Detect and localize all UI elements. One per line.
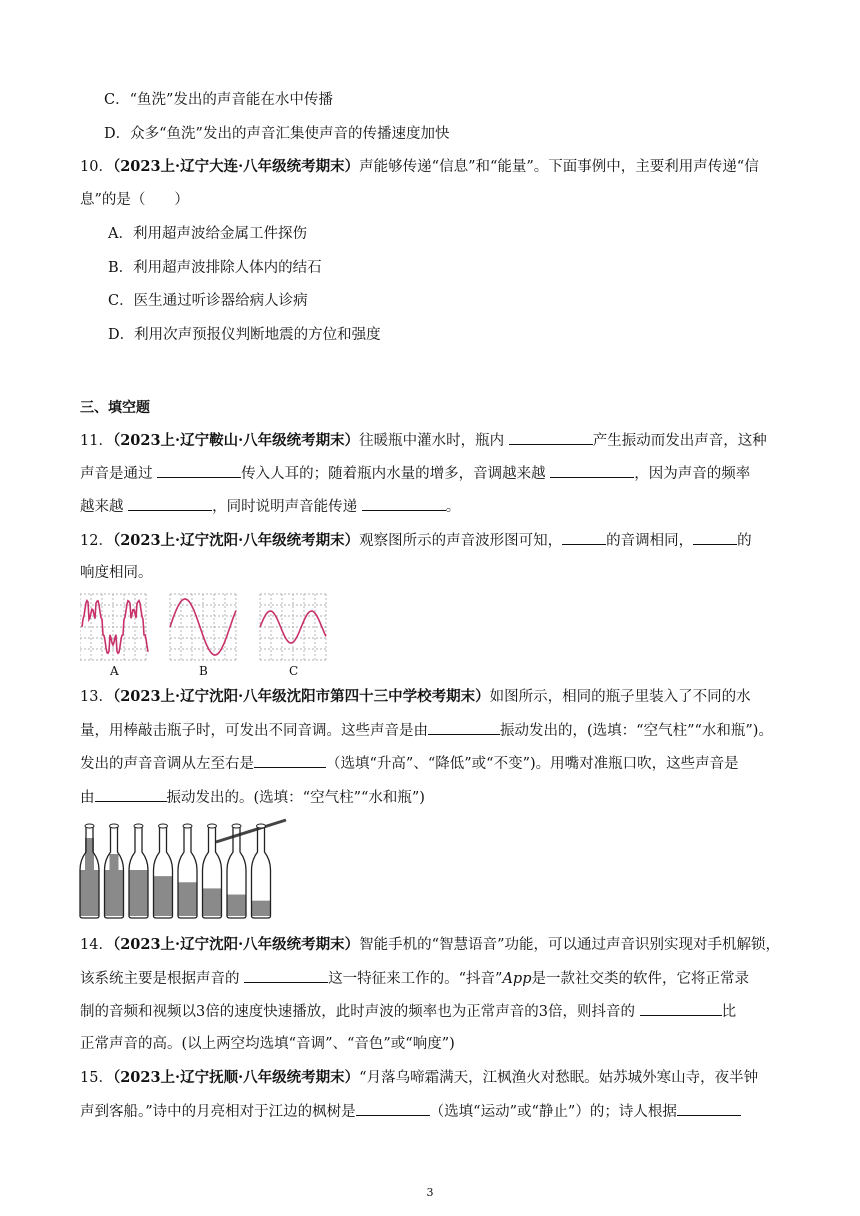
- q14-text: 比: [721, 1004, 737, 1020]
- q13-text: 量，用棒敲击瓶子时，可发出不同音调。这些声音是由: [80, 723, 428, 739]
- answer-blank[interactable]: [356, 1101, 430, 1116]
- bottle-4: [154, 824, 173, 918]
- waveform-label-b: B: [199, 664, 208, 678]
- waveform-label-c: C: [289, 664, 299, 678]
- q13-line3: [80, 753, 739, 774]
- waveform-figure: [80, 592, 340, 680]
- q11-text: 传入人耳的；随着瓶内水量的增多，音调越来越: [241, 466, 546, 482]
- q11-text: 产生振动而发出声音，这种: [592, 433, 767, 449]
- answer-blank[interactable]: [562, 530, 606, 545]
- waveform-grid-c: [260, 594, 326, 660]
- q11-text: ，因为声音的频率: [634, 466, 751, 482]
- q13-text: （选填“升高”、“降低”或“不变”)。用嘴对准瓶口吹，这些声音是: [326, 756, 739, 772]
- q12-text: 的音调相同，: [606, 533, 694, 549]
- q12-source: （2023上·辽宁沈阳·八年级统考期末）: [112, 532, 360, 549]
- q10-stem: [80, 157, 759, 177]
- q14-line4: 正常声音的高。(以上两空均选填“音调”、“音色”或“响度”): [80, 1036, 455, 1052]
- q13-text: 振动发出的。(选填：“空气柱”“水和瓶”): [166, 790, 425, 806]
- q11-line2: [80, 463, 750, 484]
- q14-text: 该系统主要是根据声音的: [80, 971, 240, 987]
- bottle-8: [252, 824, 271, 918]
- q15-text: 声到客船。”诗中的月亮相对于江边的枫树是: [80, 1104, 356, 1120]
- bottle-1: [80, 824, 99, 918]
- q14-text: 智能手机的“智慧语音”功能，可以通过声音识别实现对手机解锁，: [359, 937, 780, 953]
- q13-text: 发出的声音音调从左至右是: [80, 756, 254, 772]
- answer-blank[interactable]: [244, 968, 328, 983]
- q14-line3: [80, 1001, 736, 1022]
- q11-text: 。: [445, 499, 461, 515]
- waveform-a: [82, 601, 148, 654]
- q13-line2: [80, 720, 773, 741]
- striking-rod: [216, 820, 286, 842]
- q15-source: （2023上·辽宁抚顺·八年级统考期末）: [112, 1069, 360, 1086]
- q11-source: （2023上·辽宁鞍山·八年级统考期末）: [112, 432, 360, 449]
- answer-blank[interactable]: [509, 430, 593, 445]
- answer-blank[interactable]: [128, 496, 212, 511]
- q10-option-c: C．医生通过听诊器给病人诊病: [108, 293, 308, 309]
- q13-text: 由: [80, 790, 95, 806]
- q10-option-a: A．利用超声波给金属工件探伤: [108, 226, 307, 242]
- q14-line1: [80, 935, 780, 955]
- q13-text: 如图所示，相同的瓶子里装入了不同的水: [489, 689, 751, 705]
- q11-line3: [80, 496, 460, 517]
- bottle-6: [203, 824, 222, 918]
- q11-text: ，同时说明声音能传递: [212, 499, 358, 515]
- bottles-figure: [78, 814, 290, 920]
- q13-source: （2023上·辽宁沈阳·八年级沈阳市第四十三中学校考期末）: [112, 688, 490, 705]
- section-heading: 三、填空题: [80, 400, 150, 416]
- q15-line1: [80, 1068, 758, 1088]
- bottle-3: [129, 824, 148, 918]
- q15-number: 15．: [80, 1070, 113, 1086]
- bottle-2: [105, 824, 124, 918]
- q13-text: 振动发出的，(选填：“空气柱”“水和瓶”)。: [500, 723, 773, 739]
- answer-blank[interactable]: [95, 787, 167, 802]
- answer-blank[interactable]: [157, 463, 241, 478]
- q11-text: 越来越: [80, 499, 124, 515]
- q12-line2: 响度相同。: [80, 565, 153, 581]
- q10-stem-cont: 息”的是（ ）: [80, 192, 189, 208]
- answer-blank[interactable]: [550, 463, 634, 478]
- q12-text: 观察图所示的声音波形图可知，: [359, 533, 563, 549]
- answer-blank[interactable]: [677, 1101, 741, 1116]
- q12-line1: [80, 530, 752, 551]
- q13-line1: [80, 687, 751, 707]
- q10-source: （2023上·辽宁大连·八年级统考期末）: [112, 158, 360, 175]
- waveform-grid-a: [80, 594, 146, 660]
- q10-number: 10．: [80, 159, 113, 175]
- answer-blank[interactable]: [640, 1001, 722, 1016]
- answer-blank[interactable]: [254, 753, 326, 768]
- q10-option-d: D．利用次声预报仪判断地震的方位和强度: [108, 327, 381, 343]
- q9-option-c: C．“鱼洗”发出的声音能在水中传播: [104, 92, 333, 108]
- page-number: 3: [426, 1186, 434, 1199]
- q11-line1: [80, 430, 767, 451]
- q14-text: 制的音频和视频以3倍的速度快速播放，此时声波的频率也为正常声音的3倍，则抖音的: [80, 1004, 635, 1020]
- q13-line4: [80, 787, 425, 808]
- answer-blank[interactable]: [693, 530, 737, 545]
- q14-number: 14．: [80, 937, 113, 953]
- answer-blank[interactable]: [362, 496, 446, 511]
- q15-text: “月落乌啼霜满天，江枫渔火对愁眠。姑苏城外寒山寺，夜半钟: [359, 1070, 759, 1086]
- q14-line2: [80, 968, 749, 989]
- waveform-label-a: A: [110, 664, 119, 678]
- bottle-5: [178, 824, 197, 918]
- q15-line2: [80, 1101, 741, 1122]
- q14-app-text: App: [502, 971, 532, 987]
- q15-text: （选填“运动”或“静止”）的；诗人根据: [429, 1104, 677, 1120]
- q11-text: 往暖瓶中灌水时，瓶内: [359, 433, 505, 449]
- q14-text: 这一特征来工作的。“抖音”: [328, 971, 503, 987]
- q14-source: （2023上·辽宁沈阳·八年级统考期末）: [112, 936, 360, 953]
- q12-text: 的: [737, 533, 752, 549]
- q13-number: 13．: [80, 689, 113, 705]
- q12-number: 12．: [80, 533, 113, 549]
- q14-text: 是一款社交类的软件，它将正常录: [531, 971, 749, 987]
- q11-text: 声音是通过: [80, 466, 153, 482]
- q11-number: 11．: [80, 433, 113, 449]
- q9-option-d: D．众多“鱼洗”发出的声音汇集使声音的传播速度加快: [104, 126, 450, 142]
- q10-option-b: B．利用超声波排除人体内的结石: [108, 260, 322, 276]
- answer-blank[interactable]: [428, 720, 500, 735]
- q10-text: 声能够传递“信息”和“能量”。下面事例中，主要利用声传递“信: [359, 159, 759, 175]
